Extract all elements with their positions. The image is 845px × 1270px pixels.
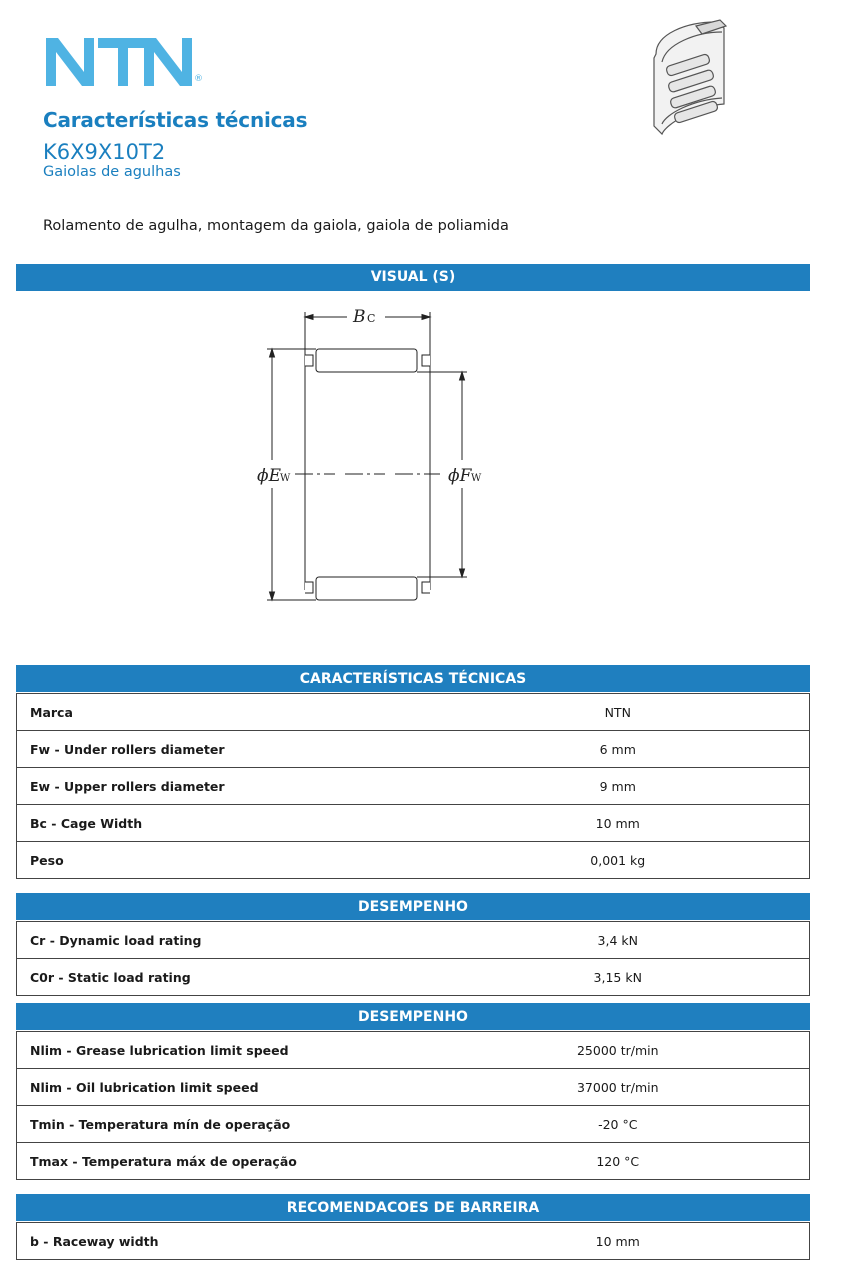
section-header-barreira [16, 1194, 810, 1221]
fw-label-sub: W [471, 473, 482, 484]
table-row [17, 805, 810, 842]
spec-value: 3,15 kN [427, 959, 810, 996]
section-header-desempenho-2 [16, 1003, 810, 1030]
spec-label: Nlim - Grease lubrication limit speed [17, 1032, 427, 1069]
table-row [17, 922, 810, 959]
spec-label: C0r - Static load rating [17, 959, 427, 996]
spec-value: 37000 tr/min [427, 1069, 810, 1106]
spec-value: 9 mm [427, 768, 810, 805]
registered-mark: ® [194, 74, 203, 84]
section-heading: DESEMPENHO [358, 1009, 468, 1025]
table-row [17, 959, 810, 996]
fw-label: ϕF [448, 466, 472, 486]
table-row [17, 694, 810, 731]
spec-table-desempenho-2 [16, 1031, 810, 1180]
section-header-desempenho [16, 893, 810, 920]
section-heading: RECOMENDACOES DE BARREIRA [286, 1200, 540, 1216]
spec-label: Tmin - Temperatura mín de operação [17, 1106, 427, 1143]
spec-label: Tmax - Temperatura máx de operação [17, 1143, 427, 1180]
section-heading: CARACTERÍSTICAS TÉCNICAS [299, 671, 527, 687]
spec-value: 10 mm [427, 1223, 810, 1260]
table-row [17, 1106, 810, 1143]
section-heading: VISUAL (S) [370, 269, 456, 285]
spec-value: 25000 tr/min [427, 1032, 810, 1069]
table-row [17, 1143, 810, 1180]
product-reference: K6X9X10T2 [43, 140, 166, 164]
section-header-visual [16, 264, 810, 291]
spec-table-barreira [16, 1222, 810, 1260]
spec-value: 10 mm [427, 805, 810, 842]
ew-label-sub: W [280, 473, 291, 484]
section-header-caracteristicas [16, 665, 810, 692]
table-row [17, 1032, 810, 1069]
ew-label: ϕE [257, 466, 281, 486]
spec-label: b - Raceway width [17, 1223, 427, 1260]
bearing-product-image [636, 14, 732, 136]
spec-value: 6 mm [427, 731, 810, 768]
table-row [17, 768, 810, 805]
spec-value: 3,4 kN [427, 922, 810, 959]
product-description: Rolamento de agulha, montagem da gaiola, gaiola de poliamida [43, 218, 509, 234]
page-title: Características técnicas [43, 108, 308, 132]
product-family: Gaiolas de agulhas [43, 164, 181, 180]
spec-value: 0,001 kg [427, 842, 810, 879]
spec-table-desempenho [16, 921, 810, 996]
bearing-cross-section-diagram [255, 300, 500, 610]
bc-label: B [353, 307, 366, 327]
spec-table-caracteristicas [16, 693, 810, 879]
spec-label: Ew - Upper rollers diameter [17, 768, 427, 805]
spec-label: Peso [17, 842, 427, 879]
ntn-logo [44, 34, 206, 90]
table-row [17, 1223, 810, 1260]
spec-label: Nlim - Oil lubrication limit speed [17, 1069, 427, 1106]
spec-value: 120 °C [427, 1143, 810, 1180]
table-row [17, 842, 810, 879]
spec-value: NTN [427, 694, 810, 731]
spec-label: Marca [17, 694, 427, 731]
spec-label: Bc - Cage Width [17, 805, 427, 842]
table-row [17, 731, 810, 768]
spec-value: -20 °C [427, 1106, 810, 1143]
spec-label: Cr - Dynamic load rating [17, 922, 427, 959]
bc-label-sub: C [367, 312, 376, 325]
spec-label: Fw - Under rollers diameter [17, 731, 427, 768]
table-row [17, 1069, 810, 1106]
section-heading: DESEMPENHO [358, 899, 468, 915]
